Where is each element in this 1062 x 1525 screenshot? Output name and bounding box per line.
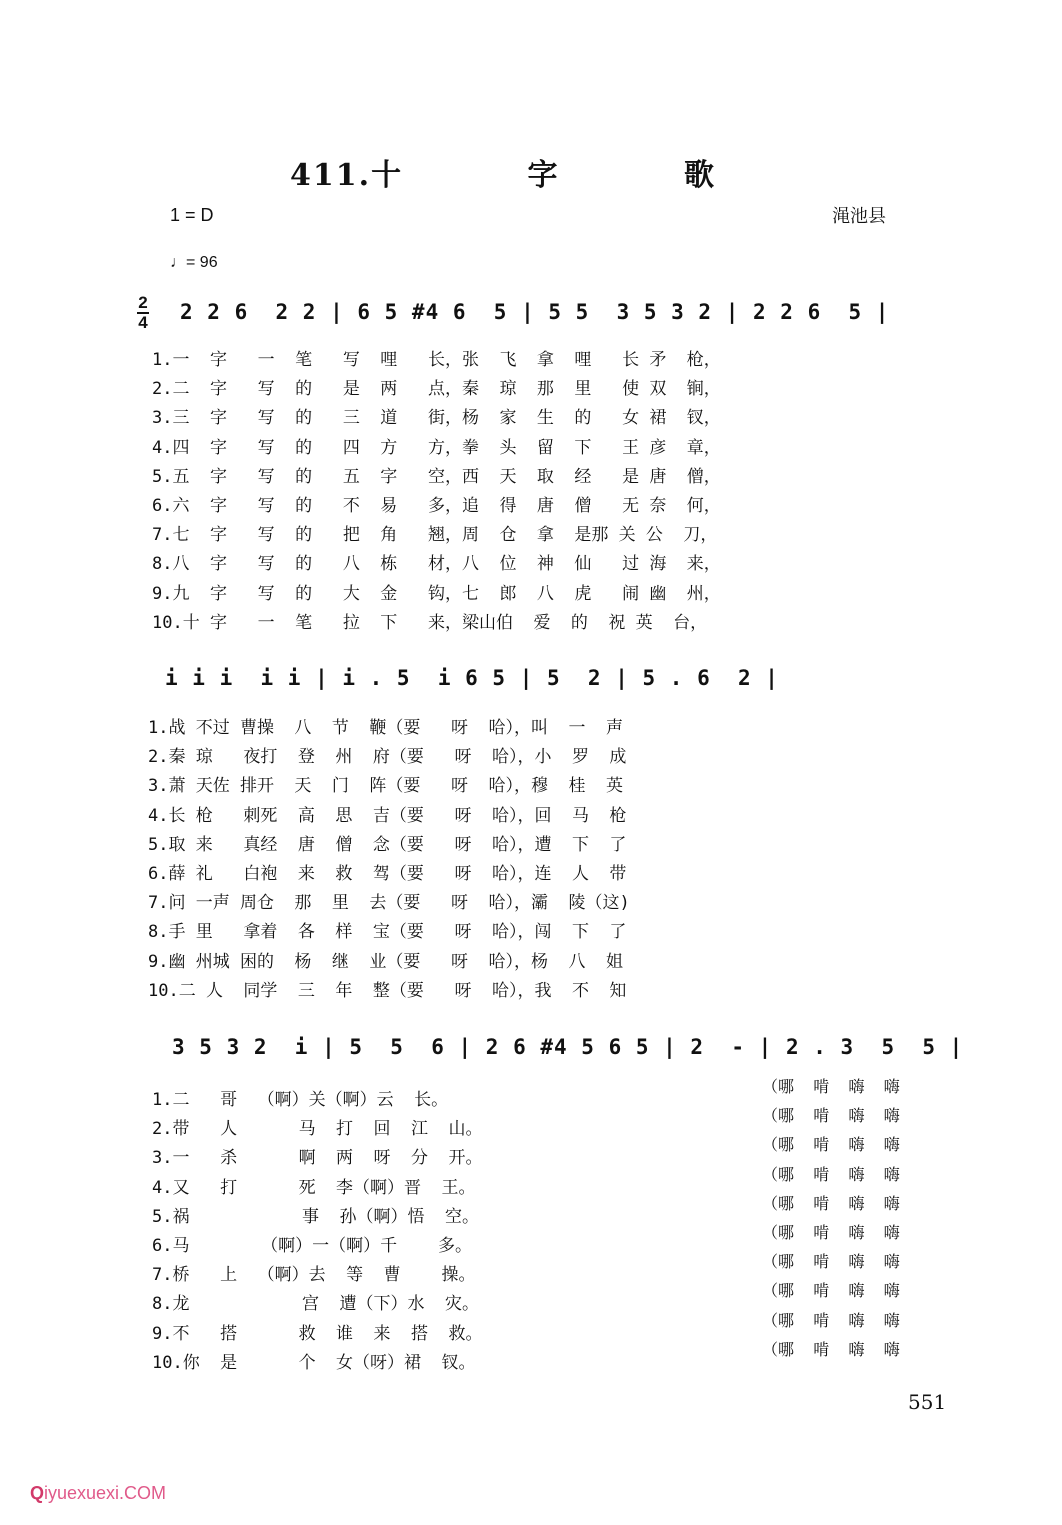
song-title [0, 150, 1062, 194]
lyric-line: （哪 啃 嗨 嗨 [762, 1310, 900, 1330]
lyric-line: 9.不 搭 救 谁 来 搭 救。 [152, 1323, 483, 1344]
lyric-line: 6.马 （啊）一（啊）千 多。 [152, 1236, 473, 1256]
notation-line-1: 2 2 6 2 2 | 6 5 #4 6 5 | 5 5 3 5 3 2 | 2 2 6 5 | [180, 300, 890, 324]
song-origin: 渑池县 [832, 206, 886, 227]
lyric-line: 8.八 字 写 的 八 栋 材，八 位 神 仙 过 海 来， [152, 554, 721, 575]
lyric-line: 4.四 字 写 的 四 方 方，拳 头 留 下 王 彦 章， [152, 437, 721, 458]
lyric-line: 4.又 打 死 李（啊）晋 王。 [152, 1177, 476, 1198]
song-title-text: 十 字 歌 [371, 158, 772, 193]
lyric-line: 3.三 字 写 的 三 道 街，杨 家 生 的 女 裙 钗， [152, 408, 721, 429]
lyric-line: （哪 啃 嗨 嗨 [762, 1164, 900, 1184]
lyric-line: （哪 啃 嗨 嗨 [762, 1193, 900, 1213]
page-number: 551 [908, 1390, 947, 1414]
lyric-line: 7.七 字 写 的 把 角 翘，周 仓 拿 是那 关 公 刀， [152, 525, 718, 546]
lyric-line: 1.一 字 一 笔 写 哩 长，张 飞 拿 哩 长 矛 枪， [152, 350, 721, 370]
lyric-line: 9.幽 州城 困的 杨 继 业（要 呀 哈），杨 八 姐 [148, 951, 623, 972]
lyric-line: 2.带 人 马 打 回 江 山。 [152, 1119, 483, 1140]
watermark-logo-letter: Q [30, 1483, 45, 1503]
lyric-line: 6.六 字 写 的 不 易 多，追 得 唐 僧 无 奈 何， [152, 496, 721, 516]
song-number: 411. [290, 158, 372, 193]
lyric-line: 2.秦 琼 夜打 登 州 府（要 呀 哈），小 罗 成 [148, 747, 627, 768]
lyric-line: 9.九 字 写 的 大 金 钩，七 郎 八 虎 闹 幽 州， [152, 583, 721, 604]
lyric-line: 1.二 哥 （啊）关（啊）云 长。 [152, 1090, 449, 1110]
lyric-line: （哪 啃 嗨 嗨 [762, 1077, 900, 1096]
lyric-line: （哪 啃 嗨 嗨 [762, 1223, 900, 1242]
lyric-line: （哪 啃 嗨 嗨 [762, 1106, 900, 1126]
lyric-line: （哪 啃 嗨 嗨 [762, 1281, 900, 1301]
tempo-marking: ♩= 96 [170, 254, 218, 271]
time-signature-top: 2 [138, 293, 148, 312]
lyric-line: 7.问 一声 周仓 那 里 去（要 呀 哈），灞 陵（这) [148, 893, 630, 914]
site-watermark [30, 1483, 166, 1504]
time-signature-bottom: 4 [138, 313, 148, 332]
lyric-line: 5.祸 事 孙（啊）悟 空。 [152, 1206, 479, 1227]
lyric-line: 10.你 是 个 女（呀）裙 钗。 [152, 1352, 476, 1373]
lyric-line: 8.手 里 拿着 各 样 宝（要 呀 哈），闯 下 了 [148, 922, 627, 943]
notation-line-2: i i i i i | i . 5 i 6 5 | 5 2 | 5 . 6 2 | [165, 666, 779, 690]
lyric-line: 5.五 字 写 的 五 字 空，西 天 取 经 是 唐 僧， [152, 466, 721, 487]
lyric-line: 3.萧 天佐 排开 天 门 阵（要 呀 哈），穆 桂 英 [148, 776, 623, 797]
lyric-line: 3.一 杀 啊 两 呀 分 开。 [152, 1148, 483, 1169]
lyric-line: （哪 啃 嗨 嗨 [762, 1252, 900, 1272]
lyric-line: 1.战 不过 曹操 八 节 鞭（要 呀 哈），叫 一 声 [148, 718, 623, 738]
time-signature [137, 294, 149, 332]
lyric-line: 10.十 字 一 笔 拉 下 来，梁山伯 爱 的 祝 英 台， [152, 612, 708, 633]
lyric-line: 10.二 人 同学 三 年 整（要 呀 哈），我 不 知 [148, 980, 627, 1001]
lyric-line: （哪 啃 嗨 嗨 [762, 1339, 900, 1359]
lyric-line: 4.长 枪 刺死 高 思 吉（要 呀 哈），回 马 枪 [148, 805, 627, 826]
lyric-line: 8.龙 宫 遭（下）水 灾。 [152, 1294, 479, 1315]
notation-line-3: 3 5 3 2 i | 5 5 6 | 2 6 #4 5 6 5 | 2 - | 2 . 3 5 5 | [172, 1035, 964, 1059]
lyric-line: 2.二 字 写 的 是 两 点，秦 琼 那 里 使 双 锏， [152, 379, 721, 400]
lyric-line: 6.薛 礼 白袍 来 救 驾（要 呀 哈），连 人 带 [148, 864, 627, 884]
key-signature: 1 = D [170, 205, 214, 225]
lyric-line: （哪 啃 嗨 嗨 [762, 1135, 900, 1155]
lyric-line: 5.取 来 真经 唐 僧 念（要 呀 哈），遭 下 了 [148, 834, 627, 855]
watermark-text: iyuexuexi.COM [44, 1483, 167, 1503]
lyric-line: 7.桥 上 （啊）去 等 曹 操。 [152, 1265, 476, 1286]
